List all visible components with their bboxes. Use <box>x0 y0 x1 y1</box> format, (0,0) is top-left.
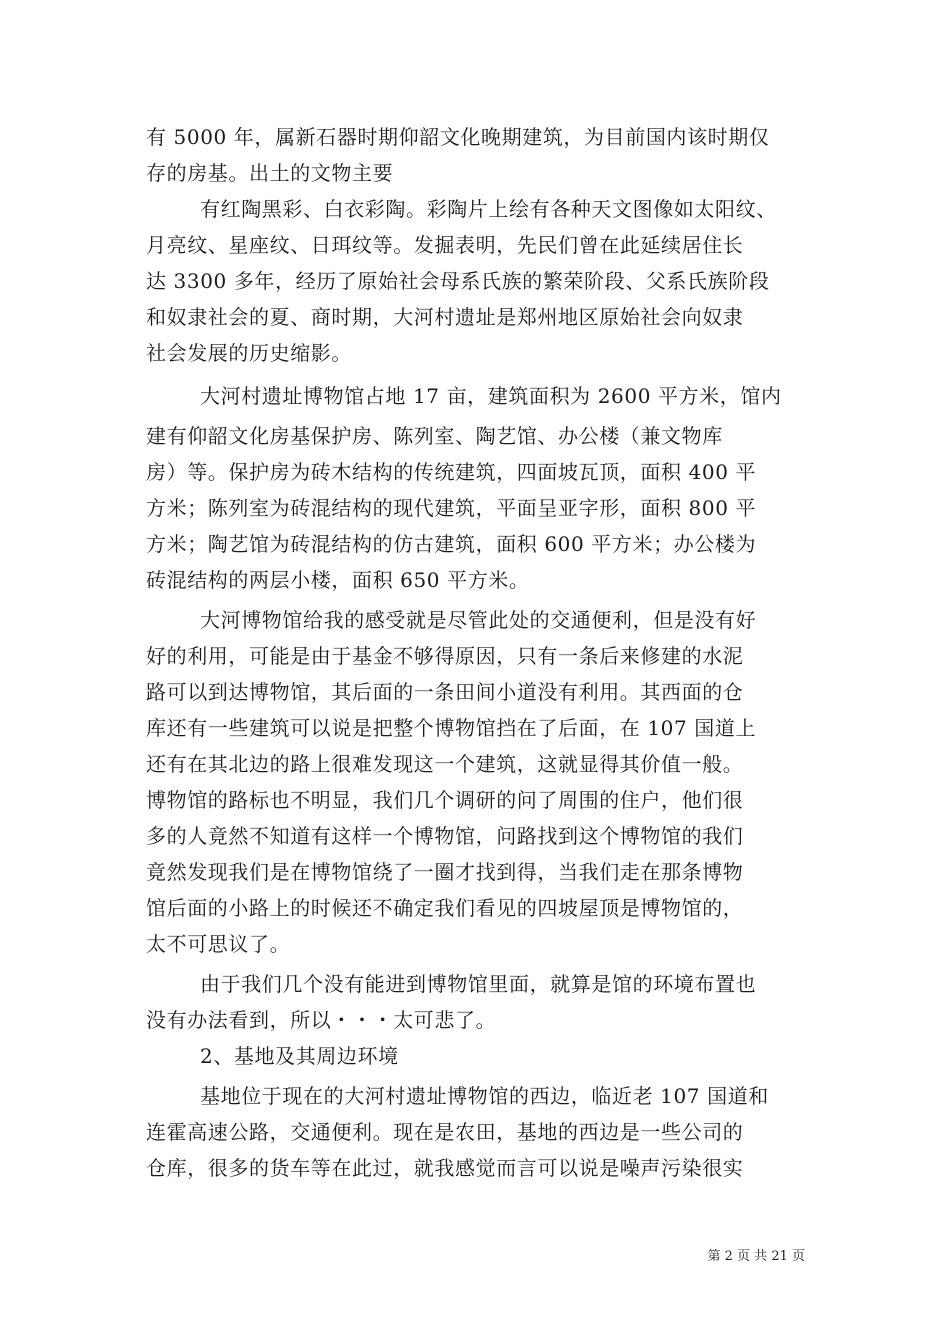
text-line: 太不可思议了。 <box>146 932 291 956</box>
text-line: 建有仰韶文化房基保护房、陈列室、陶艺馆、办公楼（兼文物库 <box>146 424 723 448</box>
section-heading: 2、基地及其周边环境 <box>200 1044 399 1068</box>
text-line: 方米；陶艺馆为砖混结构的仿古建筑，面积 600 平方米；办公楼为 <box>146 532 757 556</box>
text-line: 竟然发现我们是在博物馆绕了一圈才找到得，当我们走在那条博物 <box>146 860 744 884</box>
text-line: 社会发展的历史缩影。 <box>146 341 352 365</box>
paragraph-first-line: 由于我们几个没有能进到博物馆里面，就算是馆的环境布置也 <box>200 972 757 996</box>
paragraph-first-line: 大河村遗址博物馆占地 17 亩，建筑面积为 2600 平方米，馆内 <box>200 384 782 408</box>
page-number-footer: 第 2 页 共 21 页 <box>707 1249 805 1264</box>
text-line: 没有办法看到，所以・・・太可悲了。 <box>146 1008 497 1032</box>
text-line: 有 5000 年，属新石器时期仰韶文化晚期建筑，为目前国内该时期仅 <box>146 125 770 149</box>
text-line: 还有在其北边的路上很难发现这一个建筑，这就显得其价值一般。 <box>146 752 744 776</box>
text-line: 仓库，很多的货车等在此过，就我感觉而言可以说是噪声污染很实 <box>146 1156 744 1180</box>
text-line: 房）等。保护房为砖木结构的传统建筑，四面坡瓦顶，面积 400 平 <box>146 460 757 484</box>
text-line: 月亮纹、星座纹、日珥纹等。发掘表明，先民们曾在此延续居住长 <box>146 233 744 257</box>
text-line: 和奴隶社会的夏、商时期，大河村遗址是郑州地区原始社会向奴隶 <box>146 305 744 329</box>
text-line: 连霍高速公路，交通便利。现在是农田，基地的西边是一些公司的 <box>146 1120 744 1144</box>
paragraph-first-line: 大河博物馆给我的感受就是尽管此处的交通便利，但是没有好 <box>200 608 757 632</box>
text-line: 多的人竟然不知道有这样一个博物馆，问路找到这个博物馆的我们 <box>146 824 744 848</box>
text-line: 博物馆的路标也不明显，我们几个调研的问了周围的住户，他们很 <box>146 788 744 812</box>
text-line: 存的房基。出土的文物主要 <box>146 161 394 185</box>
text-line: 好的利用，可能是由于基金不够得原因，只有一条后来修建的水泥 <box>146 644 744 668</box>
paragraph-first-line: 有红陶黑彩、白衣彩陶。彩陶片上绘有各种天文图像如太阳纹、 <box>200 197 777 221</box>
text-line: 馆后面的小路上的时候还不确定我们看见的四坡屋顶是博物馆的， <box>146 896 744 920</box>
text-line: 达 3300 多年，经历了原始社会母系氏族的繁荣阶段、父系氏族阶段 <box>146 269 770 293</box>
text-line: 方米；陈列室为砖混结构的现代建筑，平面呈亚字形，面积 800 平 <box>146 496 757 520</box>
text-line: 砖混结构的两层小楼，面积 650 平方米。 <box>146 568 530 592</box>
text-line: 库还有一些建筑可以说是把整个博物馆挡在了后面，在 107 国道上 <box>146 716 757 740</box>
paragraph-first-line: 基地位于现在的大河村遗址博物馆的西边，临近老 107 国道和 <box>200 1084 769 1108</box>
text-line: 路可以到达博物馆，其后面的一条田间小道没有利用。其西面的仓 <box>146 680 744 704</box>
